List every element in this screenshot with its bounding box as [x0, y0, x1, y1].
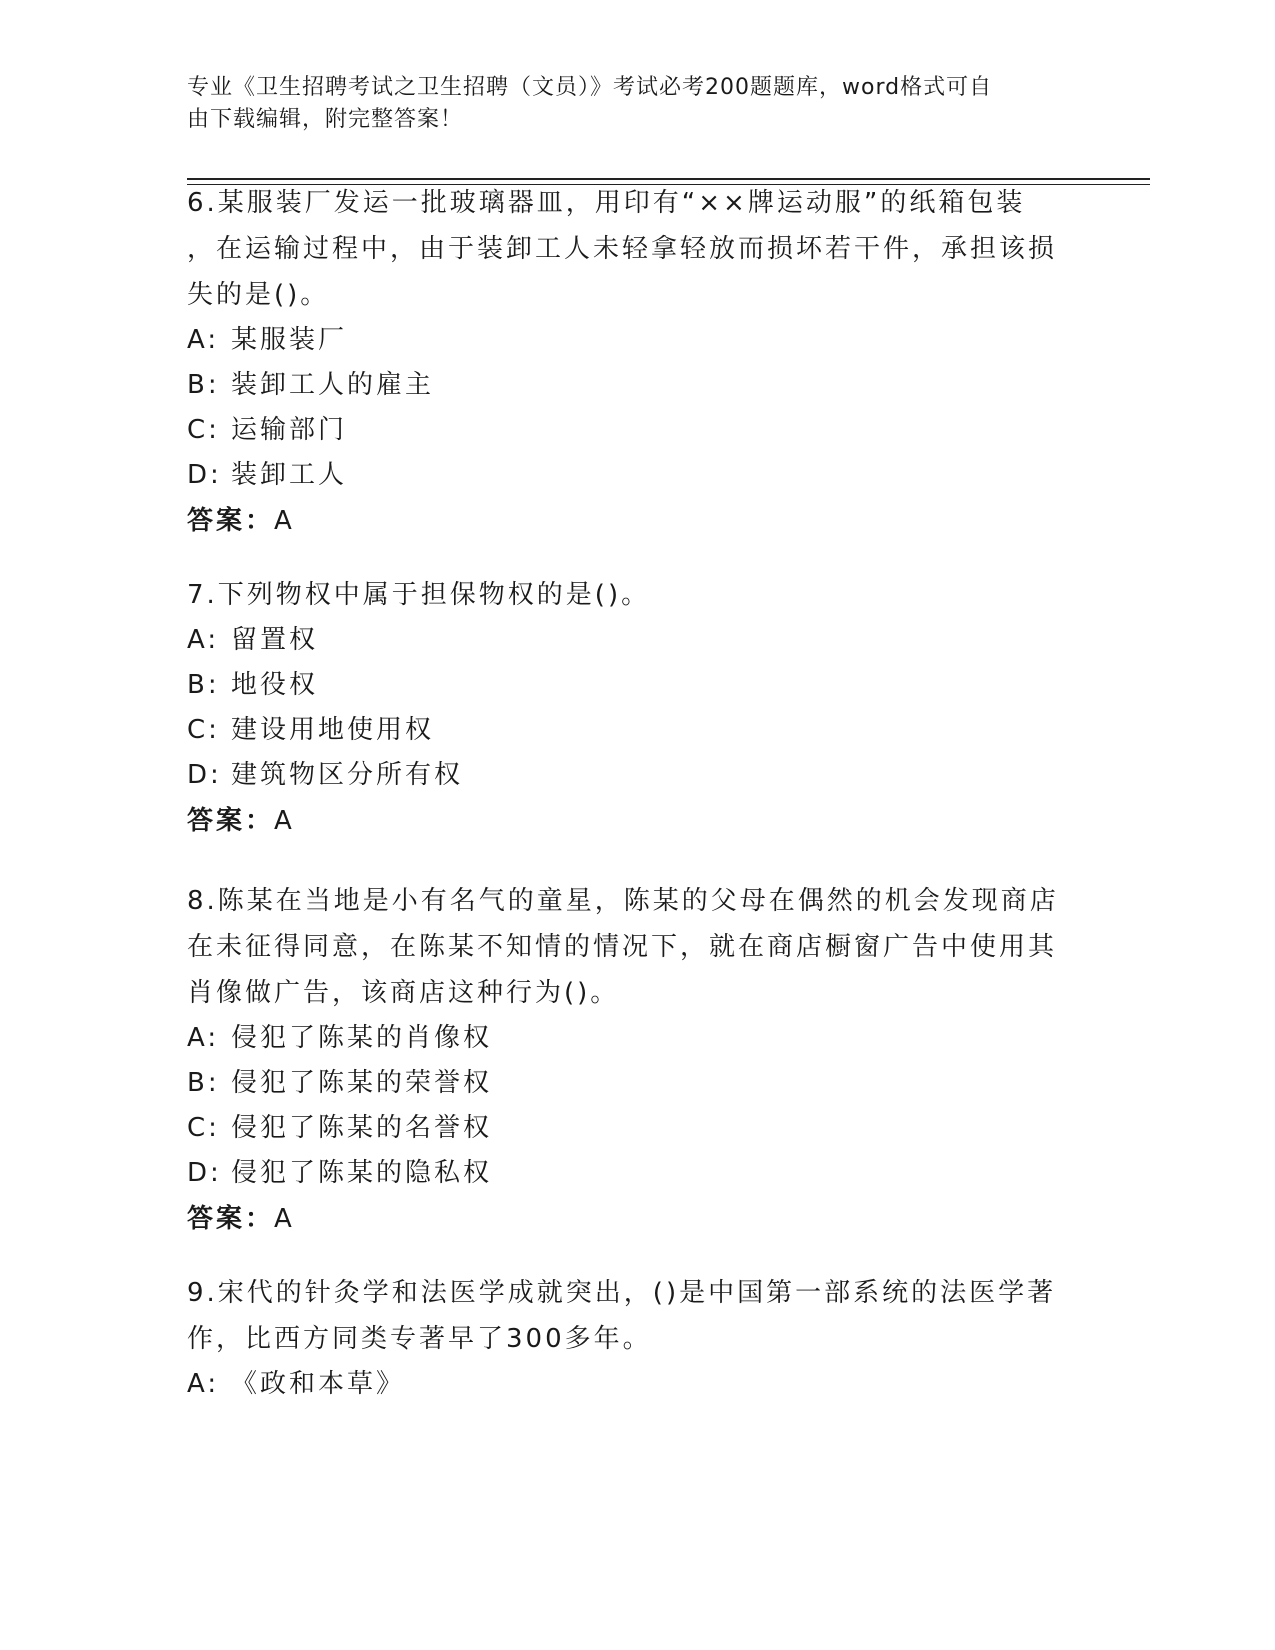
stem-line: 失的是()。	[187, 280, 330, 310]
option-letter: A:	[187, 325, 220, 355]
option-text: 《政和本草》	[231, 1369, 406, 1399]
stem-line: 8.陈某在当地是小有名气的童星，陈某的父母在偶然的机会发现商店	[187, 886, 1059, 916]
option-text: 建设用地使用权	[231, 715, 435, 745]
option-text: 侵犯了陈某的肖像权	[231, 1023, 493, 1053]
option-text: 某服装厂	[231, 325, 348, 355]
option-text: 留置权	[231, 625, 319, 655]
answer-label: 答案：	[187, 806, 275, 836]
question-stem	[187, 1270, 1067, 1362]
option-letter: D:	[187, 460, 222, 490]
document-header	[187, 72, 1067, 136]
option-letter: A:	[187, 1023, 220, 1053]
answer-line	[187, 498, 1067, 544]
option-letter: A:	[187, 625, 220, 655]
option-letter: B:	[187, 670, 220, 700]
option-text: 侵犯了陈某的荣誉权	[231, 1068, 493, 1098]
stem-line: 7.下列物权中属于担保物权的是()。	[187, 580, 651, 610]
answer-value: A	[274, 1204, 295, 1234]
option-letter: C:	[187, 715, 220, 745]
option-letter: D:	[187, 760, 222, 790]
stem-line: 9.宋代的针灸学和法医学成就突出，()是中国第一部系统的法医学著	[187, 1278, 1057, 1308]
answer-value: A	[274, 506, 295, 536]
option-c	[187, 1106, 1067, 1151]
option-text: 建筑物区分所有权	[231, 760, 464, 790]
option-letter: C:	[187, 1113, 220, 1143]
question-6	[187, 180, 1067, 544]
option-d	[187, 753, 1067, 798]
stem-line: 肖像做广告，该商店这种行为()。	[187, 978, 620, 1008]
question-9	[187, 1270, 1067, 1407]
answer-line	[187, 1196, 1067, 1242]
stem-line: 6.某服装厂发运一批玻璃器皿，用印有“××牌运动服”的纸箱包装	[187, 188, 1026, 218]
option-letter: D:	[187, 1158, 222, 1188]
stem-line: 在未征得同意，在陈某不知情的情况下，就在商店橱窗广告中使用其	[187, 932, 1058, 962]
question-8	[187, 878, 1067, 1242]
option-d	[187, 453, 1067, 498]
option-text: 装卸工人	[231, 460, 348, 490]
answer-label: 答案：	[187, 506, 275, 536]
option-letter: C:	[187, 415, 220, 445]
option-text: 装卸工人的雇主	[231, 370, 435, 400]
question-stem	[187, 878, 1067, 1016]
option-text: 运输部门	[231, 415, 348, 445]
option-text: 侵犯了陈某的名誉权	[231, 1113, 493, 1143]
option-a	[187, 318, 1067, 363]
option-text: 侵犯了陈某的隐私权	[231, 1158, 493, 1188]
option-b	[187, 663, 1067, 708]
stem-line: 作，比西方同类专著早了300多年。	[187, 1324, 652, 1354]
option-letter: B:	[187, 370, 220, 400]
option-c	[187, 708, 1067, 753]
option-a	[187, 1016, 1067, 1061]
option-d	[187, 1151, 1067, 1196]
answer-line	[187, 798, 1067, 844]
option-c	[187, 408, 1067, 453]
option-letter: A:	[187, 1369, 220, 1399]
option-a	[187, 1362, 1067, 1407]
header-line-1: 专业《卫生招聘考试之卫生招聘（文员）》考试必考200题题库，word格式可自	[187, 75, 993, 100]
answer-value: A	[274, 806, 295, 836]
option-b	[187, 363, 1067, 408]
header-line-2: 由下载编辑，附完整答案！	[187, 107, 464, 132]
stem-line: ，在运输过程中，由于装卸工人未轻拿轻放而损坏若干件，承担该损	[187, 234, 1058, 264]
option-a	[187, 618, 1067, 663]
question-stem	[187, 180, 1067, 318]
question-stem	[187, 572, 1067, 618]
option-text: 地役权	[231, 670, 319, 700]
option-b	[187, 1061, 1067, 1106]
question-7	[187, 572, 1067, 844]
option-letter: B:	[187, 1068, 220, 1098]
answer-label: 答案：	[187, 1204, 275, 1234]
